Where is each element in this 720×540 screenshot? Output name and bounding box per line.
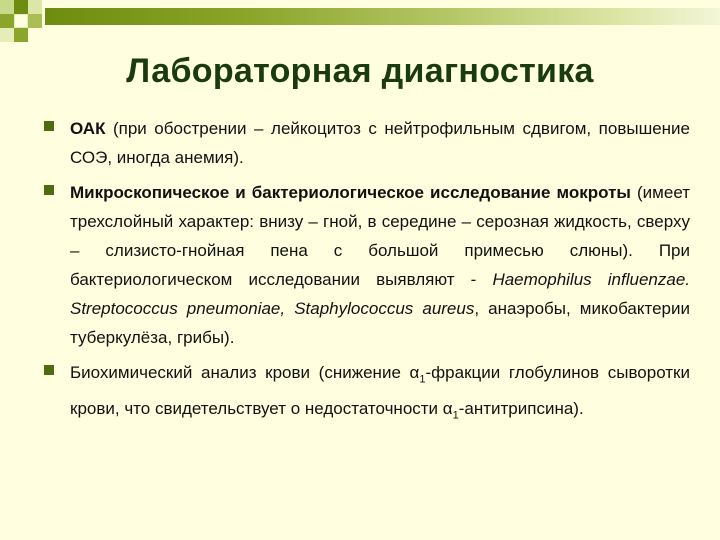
subscript: 1: [419, 373, 426, 386]
slide-title: Лабораторная диагностика: [126, 52, 594, 90]
list-item: [42, 178, 690, 352]
item-text-continued: , анаэробы, микобактерии туберкулёза, грибы).: [70, 299, 691, 347]
item-italic-organisms: Haemophilus influenzae. Streptococcus pneumoniae, Staphylococcus aureus: [70, 270, 691, 318]
item-text-continued: -фракции глобулинов сыворотки крови, что свидетельствует о недостаточности α: [70, 363, 690, 419]
list-item: [42, 114, 690, 172]
subscript: 1: [452, 409, 459, 422]
item-text: (при обострении – лейкоцитоз с нейтрофильным сдвигом, повышение СОЭ, иногда анемия).: [70, 119, 690, 167]
square-bullet-icon: [44, 121, 54, 131]
header-gradient-band: [45, 8, 720, 25]
item-text-end: -антитрипсина).: [458, 399, 584, 419]
square-bullet-icon: [44, 185, 54, 195]
item-bold-label: ОАК: [70, 119, 106, 138]
item-bold-label: Микроскопическое и бактериологическое исследование мокроты: [70, 183, 631, 202]
list-item: [42, 358, 690, 431]
square-bullet-icon: [44, 365, 54, 375]
list-item-text: [70, 358, 690, 431]
bullet-list: [42, 114, 690, 437]
item-text: Биохимический анализ крови (снижение α: [70, 363, 420, 382]
list-item-text: [70, 114, 690, 172]
item-text: (имеет трехслойный характер: внизу – гной, в середине – серозная жидкость, сверху – слизисто-гнойная пена с большой примесью слюны). При бактериологическом исследовании выявляют -: [70, 183, 690, 289]
list-item-text: [70, 178, 690, 352]
